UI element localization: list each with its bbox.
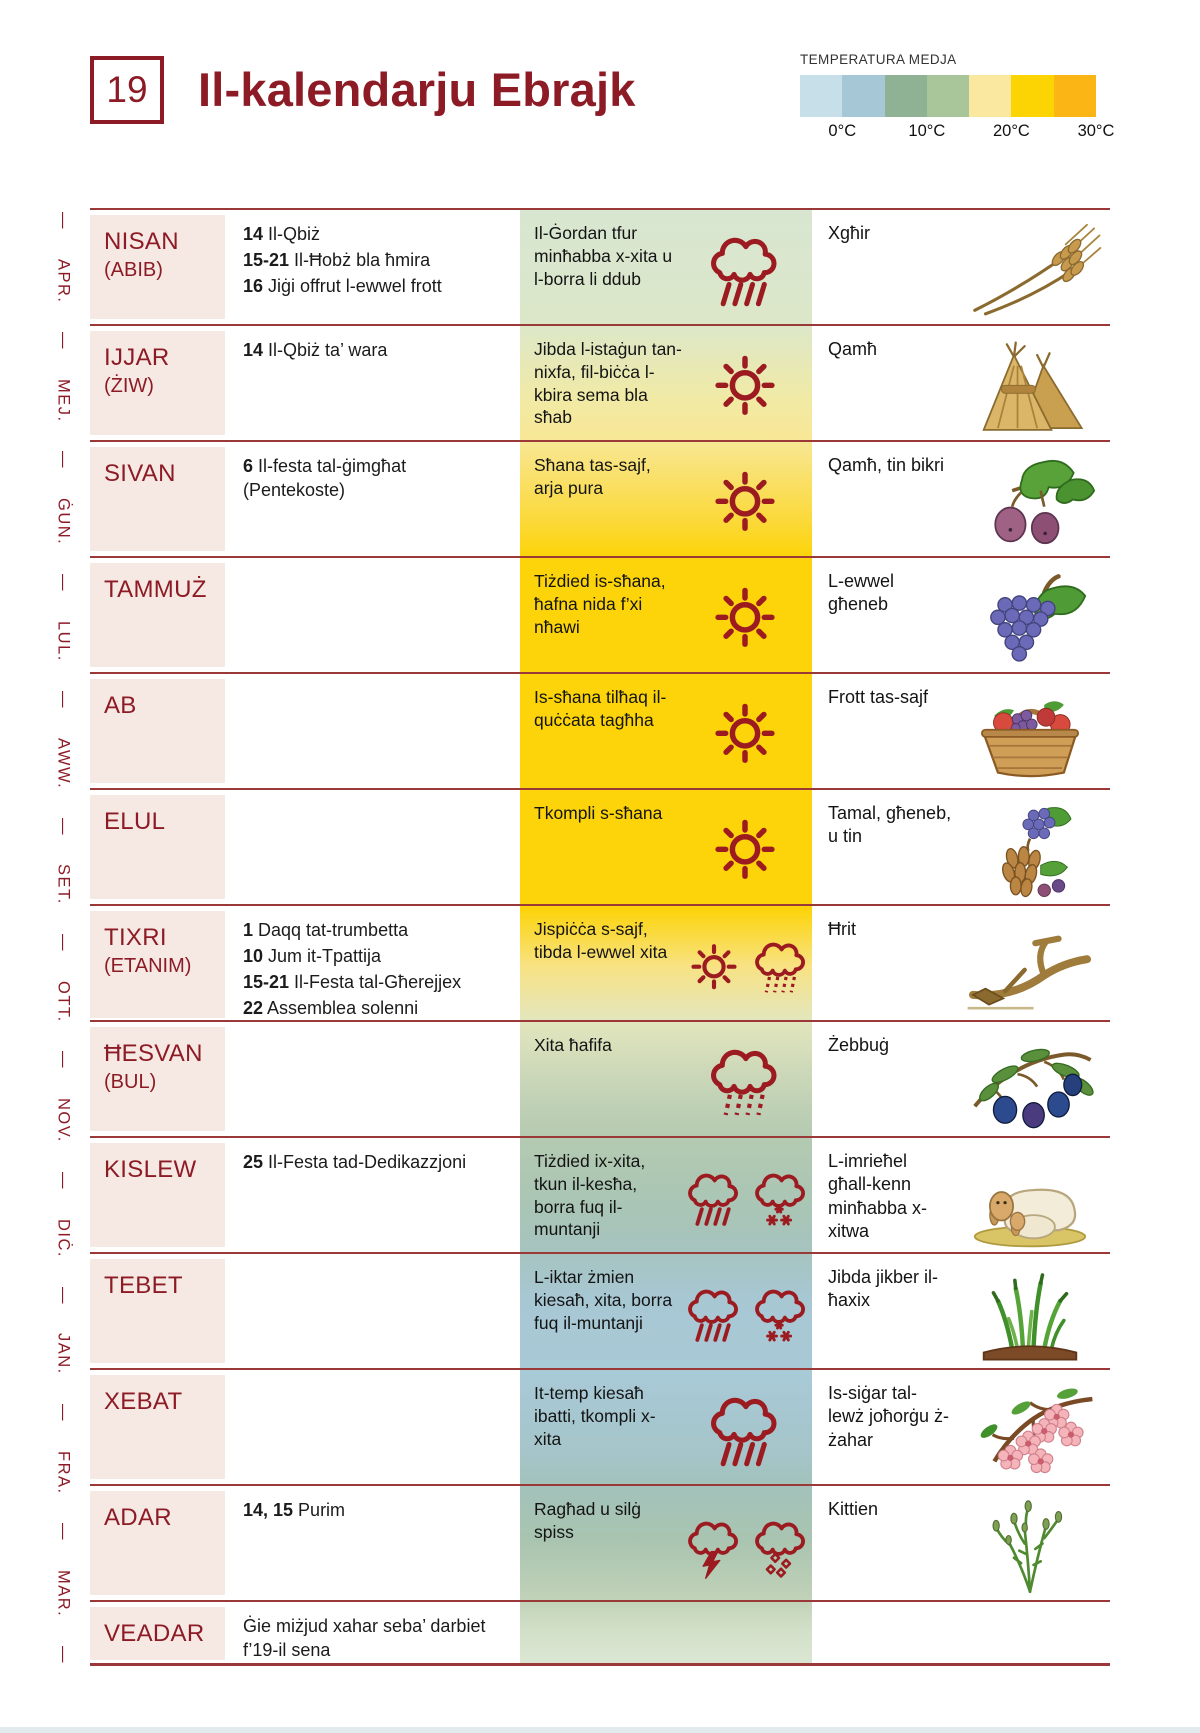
month-row bbox=[90, 324, 1110, 440]
crops-cell bbox=[812, 1022, 1110, 1136]
weather-icons bbox=[682, 1266, 813, 1364]
weather-cell bbox=[520, 1022, 812, 1136]
hebrew-month-alt-name: (ETANIM) bbox=[104, 955, 192, 977]
hebrew-month-name: ĦESVAN bbox=[104, 1040, 203, 1067]
grapes-illustration bbox=[954, 571, 1106, 669]
crop-label: Xgħir bbox=[828, 223, 871, 243]
weather-description: Jispiċċa s-sajf, tibda l-ewwel xita bbox=[534, 919, 668, 962]
hebrew-month-name: VEADAR bbox=[104, 1620, 205, 1647]
crop-illustration bbox=[952, 686, 1108, 786]
weather-cell bbox=[520, 558, 812, 672]
weather-cell bbox=[520, 1138, 812, 1252]
weather-icons bbox=[682, 338, 808, 436]
month-cell-background bbox=[90, 1491, 225, 1595]
crops-cell bbox=[812, 558, 1110, 672]
month-separator-dash: — bbox=[54, 574, 73, 593]
sun-icon bbox=[703, 461, 787, 545]
page-number: 19 bbox=[106, 69, 148, 110]
crops-cell bbox=[812, 1602, 1110, 1665]
events-cell bbox=[225, 1254, 520, 1368]
weather-cell bbox=[520, 326, 812, 440]
temperature-tick-label: 30°C bbox=[1077, 122, 1115, 140]
event-item: 15-21 Il-Festa tal-Għerejjex bbox=[243, 971, 462, 992]
weather-icons bbox=[682, 686, 808, 784]
events-cell bbox=[225, 558, 520, 672]
month-cell bbox=[90, 790, 225, 904]
event-item: 14 Il-Qbiż ta’ wara bbox=[243, 340, 388, 360]
month-separator-dash: — bbox=[54, 1645, 73, 1664]
weather-description: Ragħad u silġ spiss bbox=[534, 1499, 642, 1542]
events-cell bbox=[225, 1138, 520, 1252]
crops-cell bbox=[812, 326, 1110, 440]
crop-label: Ħrit bbox=[828, 919, 856, 939]
crops-cell bbox=[812, 1138, 1110, 1252]
temperature-swatch bbox=[885, 75, 927, 117]
event-item: 1 Daqq tat-trumbetta bbox=[243, 920, 409, 940]
weather-cell bbox=[520, 674, 812, 788]
crops-cell bbox=[812, 1370, 1110, 1484]
events-cell bbox=[225, 1370, 520, 1484]
month-cell-background bbox=[90, 563, 225, 667]
events-cell bbox=[225, 1022, 520, 1136]
month-row bbox=[90, 208, 1110, 324]
month-row bbox=[90, 1020, 1110, 1136]
month-separator-dash: — bbox=[54, 332, 73, 351]
month-cell-background bbox=[90, 1027, 225, 1131]
weather-icons bbox=[682, 1150, 813, 1248]
temperature-tick-label: 0°C bbox=[828, 122, 857, 140]
crops-cell bbox=[812, 210, 1110, 324]
weather-description: L-iktar żmien kiesaħ, xita, borra fuq il-muntanji bbox=[534, 1267, 673, 1333]
fruit-basket-illustration bbox=[954, 687, 1106, 785]
legend-title: TEMPERATURA MEDJA bbox=[800, 52, 957, 67]
event-item: 22 Assemblea solenni bbox=[243, 997, 419, 1018]
crop-illustration bbox=[952, 1498, 1108, 1598]
olives-illustration bbox=[954, 1035, 1106, 1133]
temperature-tick-label: 20°C bbox=[992, 122, 1030, 140]
weather-icons bbox=[682, 1034, 808, 1132]
weather-description: Xita ħafifa bbox=[534, 1035, 612, 1055]
month-cell-background bbox=[90, 911, 225, 1018]
hebrew-month-name: ELUL bbox=[104, 808, 166, 835]
weather-icons bbox=[682, 1498, 813, 1596]
hebrew-month-name: AB bbox=[104, 692, 137, 719]
month-row bbox=[90, 672, 1110, 788]
weather-description: Is-sħana tilħaq il-quċċata tagħha bbox=[534, 687, 667, 730]
crop-label: Żebbuġ bbox=[828, 1035, 890, 1055]
weather-cell bbox=[520, 442, 812, 556]
legend-labels bbox=[800, 122, 1115, 144]
weather-description: Tiżdied is-sħana, ħafna nida f’xi nħawi bbox=[534, 571, 666, 637]
crop-illustration bbox=[952, 1034, 1108, 1134]
crop-illustration bbox=[952, 338, 1108, 438]
weather-cell bbox=[520, 210, 812, 324]
gregorian-month-label: MEJ. bbox=[54, 378, 73, 423]
temperature-swatch bbox=[800, 75, 842, 117]
month-cell bbox=[90, 558, 225, 672]
month-row bbox=[90, 1136, 1110, 1252]
events-cell bbox=[225, 790, 520, 904]
events-cell bbox=[225, 906, 520, 1023]
events-cell bbox=[225, 326, 520, 440]
gregorian-months-strip bbox=[48, 212, 78, 1664]
crop-label bbox=[828, 1614, 952, 1663]
temperature-swatch bbox=[927, 75, 969, 117]
weather-icons bbox=[682, 918, 813, 1019]
hebrew-month-name: IJJAR bbox=[104, 344, 170, 371]
month-row bbox=[90, 788, 1110, 904]
hebrew-month-name: SIVAN bbox=[104, 460, 176, 487]
rain-heavy-icon bbox=[703, 229, 787, 313]
hebrew-month-name: TAMMUŻ bbox=[104, 576, 207, 603]
hebrew-month-name: NISAN bbox=[104, 228, 179, 255]
gregorian-month-label: DIĊ. bbox=[54, 1218, 73, 1258]
temperature-swatch bbox=[969, 75, 1011, 117]
crops-cell bbox=[812, 1486, 1110, 1600]
rain-heavy-icon bbox=[682, 1167, 746, 1231]
weather-description: It-temp kiesaħ ibatti, tkompli x-xita bbox=[534, 1383, 656, 1449]
event-item: 6 Il-festa tal-ġimgħat (Pentekoste) bbox=[243, 456, 407, 500]
month-cell-background bbox=[90, 1375, 225, 1479]
crop-illustration bbox=[952, 802, 1108, 902]
month-separator-dash: — bbox=[54, 1171, 73, 1190]
month-separator-dash: — bbox=[54, 1051, 73, 1070]
weather-cell bbox=[520, 790, 812, 904]
weather-cell bbox=[520, 906, 812, 1023]
weather-description: Tiżdied ix-xita, tkun il-kesħa, borra fuq il-muntanji bbox=[534, 1151, 646, 1240]
events-cell bbox=[225, 674, 520, 788]
event-item: 10 Jum it-Tpattija bbox=[243, 945, 382, 966]
event-item: 25 Il-Festa tad-Dedikazzjoni bbox=[243, 1152, 467, 1172]
crop-illustration bbox=[952, 1614, 1108, 1663]
hebrew-month-name: ADAR bbox=[104, 1504, 172, 1531]
legend-swatches bbox=[800, 75, 1096, 117]
crop-label: L-imrieħel għall-kenn minħabba x-xitwa bbox=[828, 1151, 928, 1242]
month-cell bbox=[90, 674, 225, 788]
calendar-table bbox=[90, 208, 1110, 1666]
month-separator-dash: — bbox=[54, 690, 73, 709]
events-cell bbox=[225, 210, 520, 324]
sun-icon bbox=[682, 936, 746, 1000]
weather-description: Il-Ġordan tfur minħabba x-xita u l-borra li ddub bbox=[534, 223, 673, 289]
events-cell bbox=[225, 1486, 520, 1600]
event-item: 14 Il-Qbiż bbox=[243, 224, 321, 244]
gregorian-month-label: AWW. bbox=[54, 737, 73, 789]
weather-icons bbox=[682, 454, 808, 552]
month-cell bbox=[90, 442, 225, 556]
weather-icons bbox=[682, 1382, 808, 1480]
gregorian-month-label: JAN. bbox=[54, 1333, 73, 1376]
temperature-tick-label: 10°C bbox=[908, 122, 946, 140]
month-row bbox=[90, 440, 1110, 556]
hebrew-month-alt-name: (ŻIW) bbox=[104, 375, 154, 397]
gregorian-month-label: OTT. bbox=[54, 980, 73, 1023]
page-number-box bbox=[90, 56, 164, 124]
month-cell-background bbox=[90, 1259, 225, 1363]
crop-illustration bbox=[952, 570, 1108, 670]
temperature-swatch bbox=[1054, 75, 1096, 117]
crop-label: L-ewwel għeneb bbox=[828, 571, 895, 615]
thunder-icon bbox=[682, 1515, 746, 1579]
month-cell-background bbox=[90, 331, 225, 435]
weather-description: Jibda l-istaġun tan-nixfa, fil-biċċa l-kbira sema bla sħab bbox=[534, 339, 682, 428]
month-cell-background bbox=[90, 1143, 225, 1247]
crop-label: Qamħ bbox=[828, 339, 878, 359]
calendar-rows bbox=[90, 208, 1110, 1666]
month-separator-dash: — bbox=[54, 212, 73, 230]
weather-description: Tkompli s-sħana bbox=[534, 803, 663, 823]
gregorian-month-label: FRA. bbox=[54, 1450, 73, 1495]
month-cell-background bbox=[90, 679, 225, 783]
weather-description bbox=[534, 1614, 682, 1661]
month-cell bbox=[90, 1486, 225, 1600]
crop-label: Is-siġar tal-lewż joħorġu ż-żahar bbox=[828, 1383, 950, 1450]
sun-icon bbox=[703, 577, 787, 661]
hebrew-month-alt-name: (BUL) bbox=[104, 1071, 157, 1093]
month-cell bbox=[90, 906, 225, 1023]
events-cell bbox=[225, 442, 520, 556]
month-cell bbox=[90, 1370, 225, 1484]
crop-label: Frott tas-sajf bbox=[828, 687, 929, 707]
events-cell bbox=[225, 1602, 520, 1665]
plow-illustration bbox=[954, 920, 1106, 1018]
event-item: 15-21 Il-Ħobż bla ħmira bbox=[243, 249, 431, 270]
month-cell bbox=[90, 1138, 225, 1252]
month-separator-dash: — bbox=[54, 1403, 73, 1422]
gregorian-month-label: APR. bbox=[54, 258, 73, 304]
sun-icon bbox=[703, 809, 787, 893]
crops-cell bbox=[812, 790, 1110, 904]
weather-icons bbox=[682, 802, 808, 900]
weather-cell bbox=[520, 1254, 812, 1368]
month-row bbox=[90, 1484, 1110, 1600]
month-row bbox=[90, 556, 1110, 672]
sun-icon bbox=[703, 345, 787, 429]
month-row bbox=[90, 1252, 1110, 1368]
hail-icon bbox=[749, 1515, 813, 1579]
temperature-swatch bbox=[842, 75, 884, 117]
snow-icon bbox=[749, 1283, 813, 1347]
month-cell-background bbox=[90, 795, 225, 899]
month-row bbox=[90, 1368, 1110, 1484]
rain-light-icon bbox=[703, 1041, 787, 1125]
rain-light-icon bbox=[749, 936, 813, 1000]
crop-label: Tamal, għeneb, u tin bbox=[828, 803, 952, 847]
weather-icons bbox=[682, 1614, 808, 1661]
month-cell-background bbox=[90, 1607, 225, 1660]
weather-icons bbox=[682, 222, 808, 320]
flax-illustration bbox=[954, 1499, 1106, 1597]
weather-cell bbox=[520, 1370, 812, 1484]
month-cell bbox=[90, 326, 225, 440]
hebrew-month-name: XEBAT bbox=[104, 1388, 183, 1415]
weather-cell bbox=[520, 1602, 812, 1665]
weather-description: Sħana tas-sajf, arja pura bbox=[534, 455, 651, 498]
grass-illustration bbox=[954, 1267, 1106, 1365]
snow-icon bbox=[749, 1167, 813, 1231]
month-separator-dash: — bbox=[54, 451, 73, 470]
temperature-legend bbox=[800, 52, 1115, 144]
event-item: Ġie miżjud xahar seba’ darbiet f’19-il sena bbox=[243, 1616, 486, 1660]
hebrew-month-name: TEBET bbox=[104, 1272, 183, 1299]
almond-blossom-illustration bbox=[954, 1383, 1106, 1481]
crop-illustration bbox=[952, 1266, 1108, 1366]
crop-illustration bbox=[952, 454, 1108, 554]
crops-cell bbox=[812, 674, 1110, 788]
weather-cell bbox=[520, 1486, 812, 1600]
month-separator-dash: — bbox=[54, 817, 73, 836]
page-title: Il-kalendarju Ebrajk bbox=[198, 63, 636, 116]
hebrew-month-alt-name: (ABIB) bbox=[104, 259, 163, 281]
rain-heavy-icon bbox=[703, 1389, 787, 1473]
page-bottom-edge bbox=[0, 1727, 1200, 1733]
event-item: 14, 15 Purim bbox=[243, 1500, 346, 1520]
event-item: 16 Jiġi offrut l-ewwel frott bbox=[243, 275, 442, 296]
gregorian-month-label: LUL. bbox=[54, 621, 73, 662]
month-cell bbox=[90, 1602, 225, 1665]
gregorian-month-label: MAR. bbox=[54, 1569, 73, 1618]
weather-icons bbox=[682, 570, 808, 668]
month-cell bbox=[90, 1254, 225, 1368]
crop-illustration bbox=[952, 222, 1108, 322]
crop-illustration bbox=[952, 1150, 1108, 1250]
sheaf-illustration bbox=[954, 339, 1106, 437]
temperature-swatch bbox=[1011, 75, 1053, 117]
crop-label: Qamħ, tin bikri bbox=[828, 455, 945, 475]
month-row bbox=[90, 1600, 1110, 1666]
month-separator-dash: — bbox=[54, 1286, 73, 1305]
hebrew-month-name: TIXRI bbox=[104, 924, 167, 951]
month-row bbox=[90, 904, 1110, 1020]
gregorian-month-label: NOV. bbox=[54, 1098, 73, 1144]
crops-cell bbox=[812, 1254, 1110, 1368]
crops-cell bbox=[812, 906, 1110, 1023]
sun-icon bbox=[703, 693, 787, 777]
month-cell bbox=[90, 210, 225, 324]
month-cell-background bbox=[90, 447, 225, 551]
sheep-illustration bbox=[954, 1151, 1106, 1249]
month-cell-background bbox=[90, 215, 225, 319]
crops-cell bbox=[812, 442, 1110, 556]
dates-illustration bbox=[954, 803, 1106, 901]
month-separator-dash: — bbox=[54, 1523, 73, 1542]
month-cell bbox=[90, 1022, 225, 1136]
rain-heavy-icon bbox=[682, 1283, 746, 1347]
crop-illustration bbox=[952, 918, 1108, 1021]
figs-illustration bbox=[954, 455, 1106, 553]
gregorian-month-label: ĠUN. bbox=[54, 498, 73, 546]
gregorian-month-label: SET. bbox=[54, 864, 73, 906]
crop-label: Jibda jikber il-ħaxix bbox=[828, 1267, 939, 1311]
hebrew-month-name: KISLEW bbox=[104, 1156, 197, 1183]
crop-label: Kittien bbox=[828, 1499, 879, 1519]
barley-illustration bbox=[954, 223, 1106, 321]
crop-illustration bbox=[952, 1382, 1108, 1482]
month-separator-dash: — bbox=[54, 934, 73, 953]
